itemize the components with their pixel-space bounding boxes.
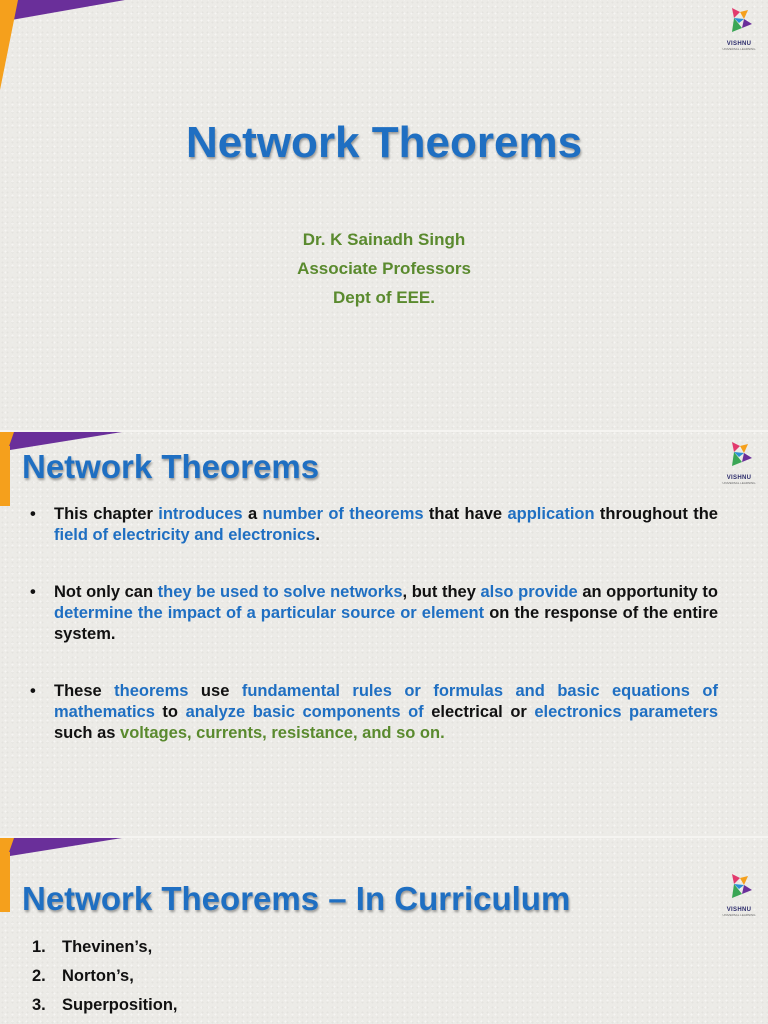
slide-title: Network Theorems (22, 448, 320, 485)
bullet-segment: number of theorems (262, 505, 424, 523)
bullet-point (30, 681, 719, 744)
bullet-segment: an opportunity to (577, 583, 718, 601)
bullet-segment: such as (54, 724, 121, 742)
logo-text: VISHNU (726, 475, 752, 481)
bullet-text (54, 504, 718, 546)
accent-bar (0, 446, 10, 506)
bullet-segment: use (188, 682, 242, 700)
bullet-segment: or (502, 703, 535, 721)
bullet-segment: determine the impact of a particular source or element (54, 604, 485, 622)
bullet-segment: fundamental rules or formulas and basic equations of mathematics (54, 682, 718, 721)
bullet-icon: • (30, 583, 36, 601)
logo-subtext: UNIVERSAL LEARNING (722, 47, 756, 51)
vishnu-logo-icon (722, 440, 756, 470)
bullet-segment: . (315, 526, 320, 544)
bullet-segment: electronics parameters (534, 703, 719, 721)
list-item (32, 936, 178, 965)
bullet-segment: a (242, 505, 263, 523)
bullet-segment: electrical (431, 703, 503, 721)
presentation-title: Network Theorems (185, 118, 583, 167)
author-name: Dr. K Sainadh Singh (302, 230, 466, 249)
vishnu-logo (722, 440, 756, 486)
author-position: Associate Professors (297, 259, 471, 278)
bullet-segment: to (154, 703, 186, 721)
bullet-segment: they be used to solve networks (157, 583, 403, 601)
corner-decoration (0, 0, 125, 90)
curriculum-list (32, 936, 178, 1023)
logo-subtext: UNIVERSAL LEARNING (722, 481, 756, 485)
bullet-segment: introduces (158, 505, 243, 523)
title-slide (0, 0, 768, 432)
bullet-segment: application (507, 505, 595, 523)
vishnu-logo (722, 872, 756, 918)
bullet-segment: , but they (402, 583, 481, 601)
accent-bar (0, 852, 10, 912)
bullet-segment: Not only can (54, 583, 158, 601)
list-number: 1. (32, 938, 46, 956)
author-department: Dept of EEE. (332, 288, 435, 307)
bullet-point (30, 504, 718, 546)
list-label: Superposition, (62, 996, 178, 1014)
list-label: Norton’s, (62, 967, 134, 985)
list-item (32, 994, 178, 1023)
logo-text: VISHNU (726, 907, 752, 913)
bullet-segment: These (54, 682, 115, 700)
bullet-point (30, 582, 718, 645)
list-label: Thevinen’s, (62, 938, 153, 956)
bullet-icon: • (30, 682, 36, 700)
vishnu-logo (722, 6, 756, 52)
bullet-segment: field of electricity and electronics (54, 526, 316, 544)
curriculum-slide (0, 838, 768, 1024)
bullet-segment: also provide (480, 583, 578, 601)
bullet-segment: voltages, currents, resistance, and so on. (120, 724, 445, 742)
bullet-segment: analyze basic components of (185, 703, 432, 721)
bullet-icon: • (30, 505, 36, 523)
vishnu-logo-icon (722, 872, 756, 902)
slide-title: Network Theorems – In Curriculum (22, 880, 571, 917)
list-number: 2. (32, 967, 46, 985)
bullet-segment: throughout the (594, 505, 718, 523)
list-item (32, 965, 178, 994)
list-number: 3. (32, 996, 46, 1014)
bullet-segment: This chapter (54, 505, 159, 523)
theorems-intro-slide (0, 432, 768, 838)
bullet-segment: on the response of the entire system. (54, 604, 718, 643)
bullet-segment: theorems (114, 682, 189, 700)
bullet-text (54, 582, 718, 645)
logo-subtext: UNIVERSAL LEARNING (722, 913, 756, 917)
bullet-segment: that have (423, 505, 508, 523)
vishnu-logo-icon (722, 6, 756, 36)
logo-text: VISHNU (726, 41, 752, 47)
bullet-text (54, 681, 718, 744)
